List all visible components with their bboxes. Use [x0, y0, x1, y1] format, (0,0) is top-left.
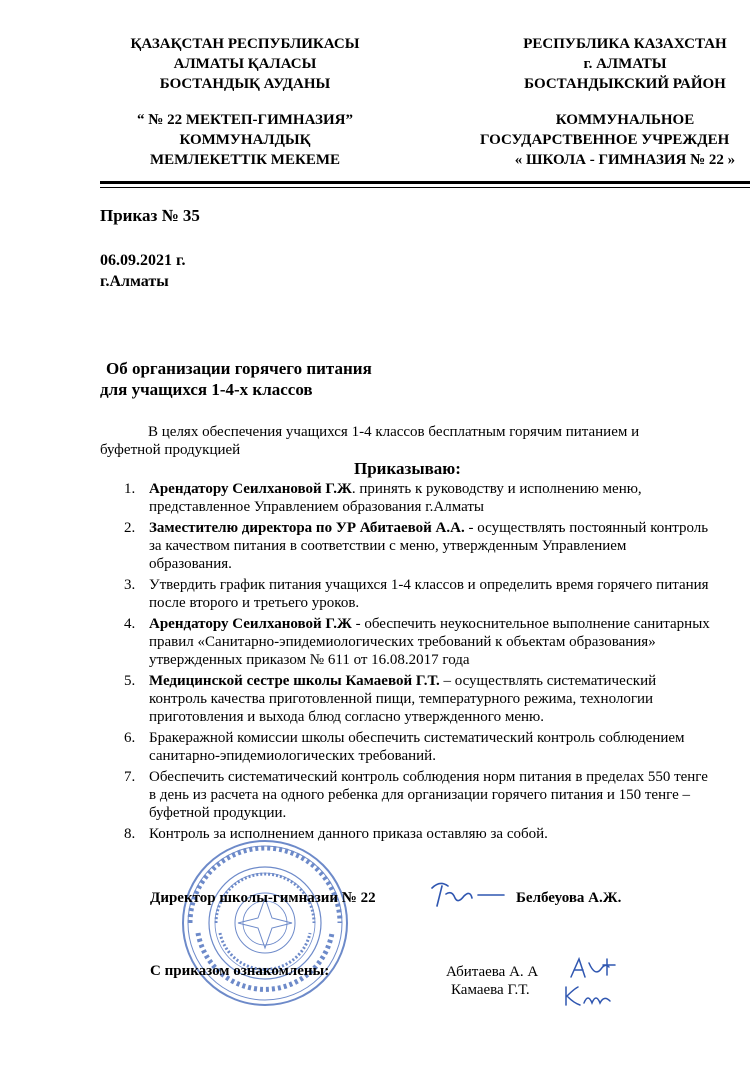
order-item [100, 768, 710, 822]
order-item-bold: Заместителю директора по УР Абитаевой А.А. [149, 520, 465, 536]
order-item-bold: Арендатору Сеилхановой Г.Ж [149, 616, 352, 632]
order-heading: Приказываю: [354, 459, 461, 478]
order-item-text: – осуществлять систематический контроль качества приготовленной пищи, температурного режима, технологии приготовления и выхода блюд согласно утвержденного меню. [149, 673, 657, 725]
order-item-text: Контроль за исполнением данного приказа оставляю за собой. [149, 826, 548, 842]
order-number: Приказ № 35 [100, 206, 200, 225]
header-right-org-type2: ГОСУДАРСТВЕННОЕ УЧРЕЖДЕН [480, 132, 730, 148]
order-item-number: 3. [124, 577, 136, 593]
director-title: Директор школы-гимназии № 22 [150, 890, 376, 906]
header-left-org-name: “ № 22 МЕКТЕП-ГИМНАЗИЯ” [137, 112, 353, 128]
header-left-district: БОСТАНДЫҚ АУДАНЫ [159, 76, 331, 92]
order-item [100, 576, 710, 612]
order-items-list [100, 480, 710, 846]
subject-line-1: Об организации горячего питания [106, 359, 372, 378]
order-item-text: - обеспечить неукоснительное выполнение санитарных правил «Санитарно-эпидемиологических требований к объектам образования» утвержденных приказом № 611 от 16.08.2017 года [149, 616, 710, 668]
order-date: 06.09.2021 г. [100, 252, 186, 269]
acknowledgment-names [446, 963, 538, 999]
preamble [100, 423, 690, 459]
order-item [100, 519, 710, 573]
order-item-number: 2. [124, 520, 136, 536]
header-right-org-name: « ШКОЛА - ГИМНАЗИЯ № 22 » [514, 152, 736, 168]
official-stamp-icon [180, 838, 350, 1008]
order-item-text: - осуществлять постоянный контроль за качеством питания в соответствии с меню, утвержденным Управлением образования. [149, 520, 709, 572]
subject-line-2: для учащихся 1-4-х классов [100, 380, 313, 399]
header-right-org-type1: КОММУНАЛЬНОЕ [555, 112, 695, 128]
signature-1-icon [565, 955, 620, 981]
header-right-country: РЕСПУБЛИКА КАЗАХСТАН [523, 36, 727, 52]
preamble-line-1: В целях обеспечения учащихся 1-4 классов бесплатным горячим питанием и [148, 424, 640, 440]
header-divider-thin [100, 187, 750, 188]
header-right-city: г. АЛМАТЫ [583, 56, 667, 72]
header-left-org-type2: МЕМЛЕКЕТТІК МЕКЕМЕ [149, 152, 341, 168]
acknowledgment-name-1: Абитаева А. А [446, 964, 539, 980]
header-left-country: ҚАЗАҚСТАН РЕСПУБЛИКАСЫ [130, 36, 360, 52]
order-item-text: Бракеражной комиссии школы обеспечить систематический контроль соблюдением санитарно-эпидемиологических требований. [149, 730, 685, 764]
order-city: г.Алматы [100, 273, 169, 290]
order-item-text: Обеспечить систематический контроль соблюдения норм питания в пределах 550 тенге в день из расчета на одного ребенка для организации горячего питания и 150 тенге – буфетной продукции. [149, 769, 708, 821]
order-item-text: . принять к руководству и исполнению меню, представленное Управлением образования г.Алматы [149, 481, 642, 515]
order-item-bold: Арендатору Сеилхановой Г.Ж [149, 481, 352, 497]
order-subject [100, 358, 372, 400]
director-signature-icon [428, 878, 506, 910]
signature-2-icon [558, 983, 618, 1009]
header-left-org-type1: КОММУНАЛДЫҚ [179, 132, 311, 148]
order-item [100, 729, 710, 765]
order-item-number: 7. [124, 769, 136, 785]
order-item-number: 5. [124, 673, 136, 689]
order-item [100, 480, 710, 516]
acknowledgment-name-2: Камаева Г.Т. [451, 982, 530, 998]
order-item-number: 4. [124, 616, 136, 632]
order-item [100, 672, 710, 726]
order-item-number: 6. [124, 730, 136, 746]
order-item-number: 8. [124, 826, 136, 842]
order-date-block [100, 250, 185, 292]
order-item-number: 1. [124, 481, 136, 497]
header-left-city: АЛМАТЫ ҚАЛАСЫ [173, 56, 317, 72]
director-name: Белбеуова А.Ж. [516, 890, 622, 906]
header-divider-thick [100, 181, 750, 184]
header-right-district: БОСТАНДЫКСКИЙ РАЙОН [524, 76, 726, 92]
order-item-bold: Медицинской сестре школы Камаевой Г.Т. [149, 673, 440, 689]
header-right-block [480, 34, 750, 170]
acknowledgment-title: С приказом ознакомлены: [150, 963, 330, 979]
order-item [100, 615, 710, 669]
order-item-text: Утвердить график питания учащихся 1-4 классов и определить время горячего питания после второго и третьего уроков. [149, 577, 709, 611]
preamble-line-2: буфетной продукцией [100, 442, 241, 458]
header-left-block [100, 34, 390, 170]
